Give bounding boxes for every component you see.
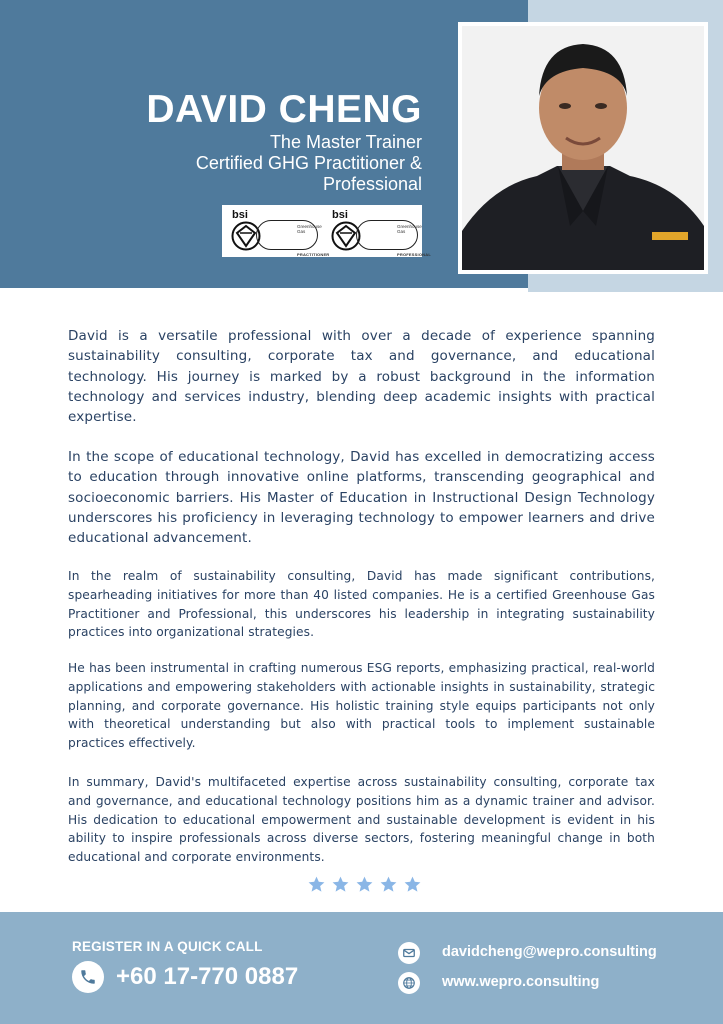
badge-outline [256, 220, 330, 257]
star-icon [355, 875, 374, 894]
email-link[interactable]: davidcheng@wepro.consulting [442, 944, 657, 960]
contact-footer [0, 912, 723, 1024]
person-role [196, 132, 422, 195]
register-label: REGISTER IN A QUICK CALL [72, 939, 263, 954]
role-line: Professional [322, 174, 422, 194]
badge-scheme: Greenhouse Gas [297, 224, 322, 234]
phone-number-link[interactable]: +60 17-770 0887 [116, 963, 299, 990]
role-line: The Master Trainer [269, 132, 422, 152]
bsi-logo-text: bsi [232, 209, 248, 221]
badge-level: PRACTITIONER [297, 252, 330, 257]
star-icon [307, 875, 326, 894]
badge-scheme: Greenhouse Gas [397, 224, 422, 234]
star-icon [331, 875, 350, 894]
mail-icon [398, 942, 420, 964]
bsi-logo-text: bsi [332, 209, 348, 221]
bio-paragraph: David is a versatile professional with over a decade of experience spanning sustainability consulting, corporate tax and governance, and educational technology. His journey is marked by a robust background in the information technology and services industry, blending deep academic insights with practical expertise. [68, 328, 655, 426]
bio-paragraph: In the scope of educational technology, David has excelled in democratizing access to education through innovative online platforms, transcending geographical and socioeconomic barriers. His Master of Education in Instructional Design Technology underscores his proficiency in leveraging technology to empower learners and drive educational advancement. [68, 449, 655, 547]
person-name: DAVID CHENG [146, 88, 422, 131]
bsi-professional-badge [326, 209, 431, 257]
bsi-practitioner-badge [226, 209, 330, 257]
star-icon [403, 875, 422, 894]
website-link[interactable]: www.wepro.consulting [442, 974, 600, 990]
star-icon [379, 875, 398, 894]
phone-icon[interactable] [72, 961, 104, 993]
role-line: Certified GHG Practitioner & [195, 153, 422, 173]
badge-outline [356, 220, 431, 257]
bio-paragraph: He has been instrumental in crafting numerous ESG reports, emphasizing practical, real-world applications and empowering stakeholders with actionable insights in sustainability, strategic planning, and corporate governance. His holistic training style equips participants not only with theoretical understanding but also with practical tools to implement sustainable practices effectively. [68, 661, 655, 751]
certification-badges [222, 205, 431, 257]
badge-level: PROFESSIONAL [397, 252, 431, 257]
globe-icon [398, 972, 420, 994]
profile-photo [462, 26, 704, 270]
bio-paragraph: In summary, David's multifaceted expertise across sustainability consulting, corporate tax and governance, and educational technology positions him as a dynamic trainer and advisor. His dedication to educational empowerment and sustainable development is evident in his ability to inspire professionals across diverse sectors, fostering meaningful change in both educational and corporate environments. [68, 775, 655, 865]
star-rating [307, 875, 422, 894]
bio-paragraph: In the realm of sustainability consulting, David has made significant contributions, spearheading initiatives for more than 40 listed companies. He is a certified Greenhouse Gas Practitioner and Professional, this underscores his leadership in integrating sustainability practices into organizational strategies. [68, 569, 655, 640]
